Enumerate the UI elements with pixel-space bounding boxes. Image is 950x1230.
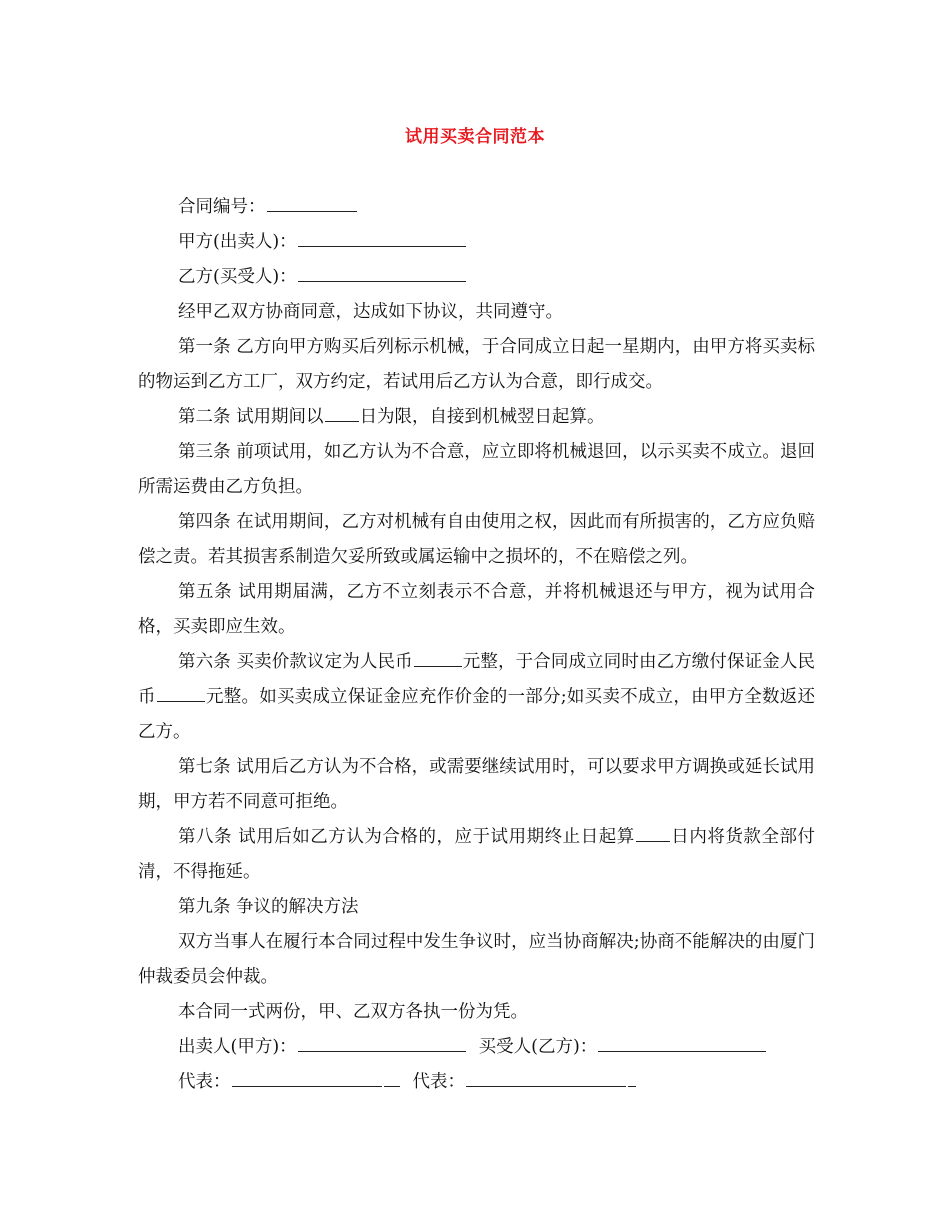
payment-days-blank [636,825,670,842]
article-8 [138,820,815,890]
rep-blank-2 [466,1070,626,1087]
article-5: 第五条 试用期届满，乙方不立刻表示不合意，并将机械退还与甲方，视为试用合格，买卖即应生效。 [138,582,815,637]
article-8-text-after: 日内将货款全部付清，不得拖延。 [138,827,816,882]
buyer-blank [298,265,466,282]
article-9-title: 第九条 争议的解决方法 [178,897,359,917]
seller-line [138,225,815,260]
rep-blank-2-tail [628,1070,636,1087]
closing-paragraph: 本合同一式两份，甲、乙双方各执一份为凭。 [178,1002,528,1022]
contract-number-line [138,190,815,225]
contract-body [138,190,815,1100]
signature-rep-line [138,1065,815,1100]
document-title: 试用买卖合同范本 [405,127,545,147]
seller-blank [298,230,466,247]
seller-label: 甲方(出卖人)： [178,232,297,252]
article-1: 第一条 乙方向甲方购买后列标示机械，于合同成立日起一星期内，由甲方将买卖标的物运到乙方工厂，双方约定，若试用后乙方认为合意，即行成交。 [138,337,815,392]
rep-label-2: 代表： [412,1072,465,1092]
rep-blank-1-tail [384,1070,400,1087]
article-3: 第三条 前项试用，如乙方认为不合意，应立即将机械退回，以示买卖不成立。退回所需运费由乙方负担。 [138,442,815,497]
rep-blank-1 [232,1070,382,1087]
buyer-line [138,260,815,295]
article-2-text-after: 日为限，自接到机械翌日起算。 [359,407,605,427]
signature-buyer-label: 买受人(乙方)： [478,1037,598,1057]
signature-seller-blank [298,1035,466,1052]
deposit-blank [157,685,205,702]
signature-seller-label: 出卖人(甲方)： [178,1037,297,1057]
article-7: 第七条 试用后乙方认为不合格，或需要继续试用时，可以要求甲方调换或延长试用期，甲方若不同意可拒绝。 [138,757,815,812]
article-6-part-1: 第六条 买卖价款议定为人民币 [178,652,413,672]
article-9-body: 双方当事人在履行本合同过程中发生争议时，应当协商解决;协商不能解决的由厦门仲裁委员会仲裁。 [138,932,815,987]
price-blank [414,650,462,667]
article-6-part-2: 元整，于合同成立同时由乙方缴付保证金人民币 [138,652,816,707]
contract-number-blank [267,195,357,212]
article-6-part-3: 元整。如买卖成立保证金应充作价金的一部分;如买卖不成立，由甲方全数返还乙方。 [138,687,815,742]
article-8-text-before: 第八条 试用后如乙方认为合格的，应于试用期终止日起算 [178,827,635,847]
rep-label-1: 代表： [178,1072,231,1092]
intro-paragraph: 经甲乙双方协商同意，达成如下协议，共同遵守。 [178,302,563,322]
article-2 [138,400,815,435]
trial-days-blank [325,405,359,422]
article-4: 第四条 在试用期间，乙方对机械有自由使用之权，因此而有所损害的，乙方应负赔偿之责。若其损害系制造欠妥所致或属运输中之损坏的，不在赔偿之列。 [138,512,815,567]
signature-buyer-blank [598,1035,766,1052]
article-2-text-before: 第二条 试用期间以 [178,407,324,427]
article-6 [138,645,815,750]
signature-parties-line [138,1030,815,1065]
buyer-label: 乙方(买受人)： [178,267,297,287]
contract-number-label: 合同编号： [178,197,266,217]
